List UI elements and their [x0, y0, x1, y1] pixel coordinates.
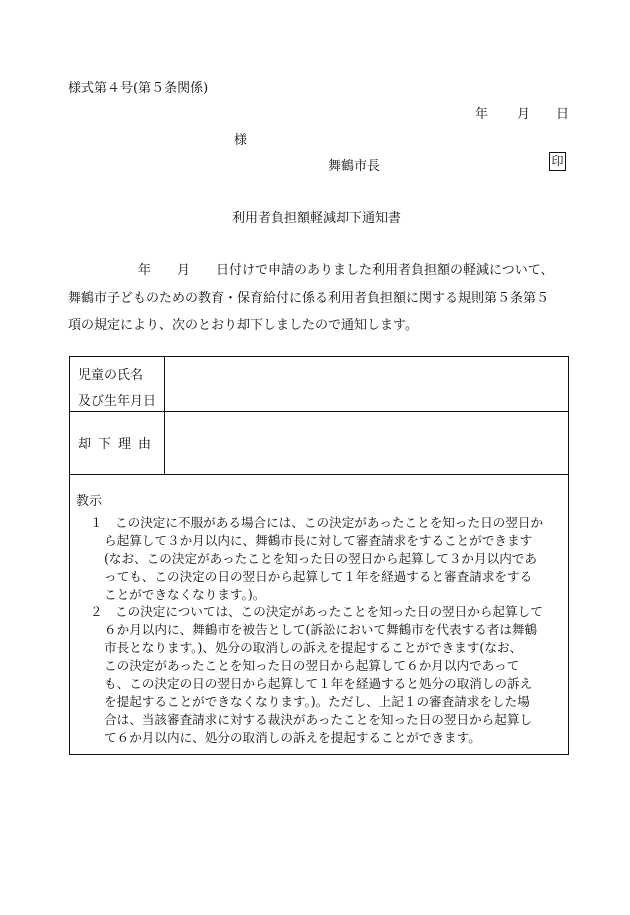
notice-item-2-line: この決定があったことを知った日の翌日から起算して６か月以内であって — [104, 658, 520, 673]
date-year-label: 年 — [475, 107, 489, 122]
notice-item-2-line: 合は、当該審査請求に対する裁決があったことを知った日の翌日から起算し — [104, 712, 533, 727]
notice-item-1-line: (なお、この決定があったことを知った日の翌日から起算して３か月以内であ — [104, 551, 537, 566]
rejection-reason-label: 却下理由 — [78, 437, 159, 452]
notice-item-1-line: ら起算して３か月以内に、舞鶴市長に対して審査請求をすることができます — [104, 533, 533, 548]
date-month-label: 月 — [517, 107, 531, 122]
notice-title: 教示 — [76, 494, 103, 509]
notice-item-2-line: この決定については、この決定があったことを知った日の翌日から起算して — [115, 604, 543, 619]
notice-item-1-line: ことができなくなります。)。 — [104, 587, 266, 602]
notice-item-2-line: て６か月以内に、処分の取消しの訴えを提起することができます。 — [104, 730, 481, 745]
notice-item-1-line: っても、この決定の日の翌日から起算して１年を経過すると審査請求をする — [104, 569, 533, 584]
table-column-divider — [164, 357, 165, 474]
child-name-label: 児童の氏名 — [78, 368, 144, 383]
notice-item-1-number: １ — [90, 515, 103, 530]
notice-item-2-line: ６か月以内に、舞鶴市を被告として(訴訟において舞鶴市を代表する者は舞鶴 — [104, 622, 538, 637]
body-text-line-2: 舞鶴市子どものための教育・保育給付に係る利用者負担額に関する規則第５条第５ — [68, 291, 550, 306]
seal-stamp-box: 印 — [549, 152, 566, 171]
body-month-label: 月 — [177, 263, 191, 278]
addressee-honorific: 様 — [234, 133, 248, 148]
body-year-label: 年 — [138, 263, 152, 278]
info-table — [69, 356, 569, 475]
issuer-mayor: 舞鶴市長 — [328, 159, 381, 174]
notice-item-2-number: ２ — [90, 604, 103, 619]
notice-item-2-line: 市長となります。)、処分の取消しの訴えを提起することができます(なお、 — [104, 640, 523, 655]
notice-item-2-line: も、この決定の日の翌日から起算して１年を経過すると処分の取消しの訴え — [104, 676, 533, 691]
child-birthdate-label: 及び生年月日 — [78, 394, 157, 409]
document-title: 利用者負担額軽減却下通知書 — [232, 211, 402, 226]
body-text-line-3: 項の規定により、次のとおり却下しましたので通知します。 — [68, 318, 418, 333]
date-day-label: 日 — [556, 107, 570, 122]
form-number: 様式第４号(第５条関係) — [68, 81, 209, 96]
body-text-line-1: 日付けで申請のありました利用者負担額の軽減について、 — [216, 263, 554, 278]
notice-item-1-line: この決定に不服がある場合には、この決定があったことを知った日の翌日か — [115, 515, 544, 530]
notice-item-2-line: を提起することができなくなります。)。ただし、上記１の審査請求をした場 — [104, 694, 530, 709]
